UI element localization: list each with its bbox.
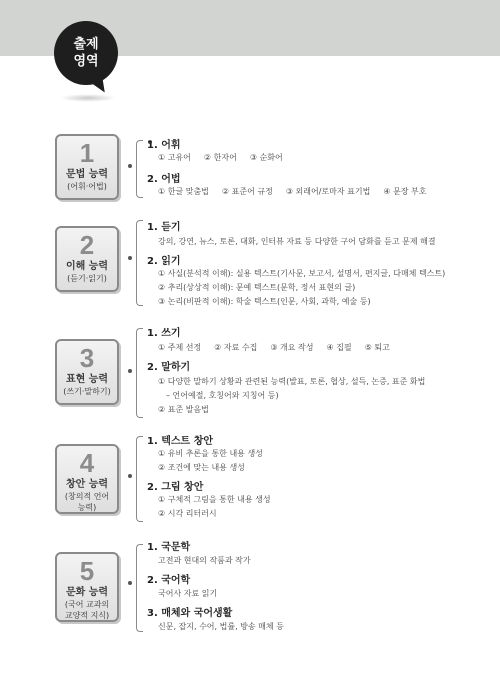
area-sub-2: 교양적 지식) — [64, 611, 110, 620]
area-number: 1 — [79, 138, 95, 168]
item: ③ 개요 작성 — [270, 343, 314, 352]
badge-line2: 영역 — [73, 54, 99, 69]
item: ② 자료 수집 — [214, 343, 258, 352]
area-name: 문법 능력 — [65, 169, 109, 180]
area-number: 2 — [79, 230, 95, 260]
topic-line: 국어사 자료 읽기 — [158, 589, 218, 598]
topic-line: ② 시각 리터러시 — [158, 509, 217, 518]
topic-line: ② 조건에 맞는 내용 생성 — [158, 463, 245, 472]
topic-line: – 언어예절, 호칭어와 지칭어 등) — [166, 391, 279, 400]
area-sub-2: 능력) — [77, 503, 97, 512]
topic-items — [158, 186, 440, 197]
topic-title: 1. 듣기 — [147, 222, 181, 233]
area-card-4 — [55, 444, 119, 514]
topic-title: 1. 쓰기 — [147, 328, 181, 339]
bracket — [136, 328, 143, 418]
topic-title: 2. 그림 창안 — [147, 482, 204, 493]
topic-items — [158, 342, 403, 353]
area-sub: (쓰기·말하기) — [63, 387, 111, 396]
topic-line: ① 구체적 그림을 통한 내용 생성 — [158, 495, 271, 504]
item: ① 고유어 — [158, 153, 191, 162]
topic-title: 2. 읽기 — [147, 256, 181, 267]
item: ⑤ 퇴고 — [364, 343, 390, 352]
topic-title: 2. 말하기 — [147, 362, 191, 373]
topic-title: 1. 국문학 — [147, 542, 191, 553]
item: ② 한자어 — [203, 153, 237, 162]
item: ③ 외래어/로마자 표기법 — [285, 187, 371, 196]
topic-line: ② 추리(상상적 이해): 문예 텍스트(문학, 정서 표현의 글) — [158, 283, 356, 292]
topic-line: ② 표준 발음법 — [158, 405, 209, 414]
topic-title: 2. 어법 — [147, 174, 181, 185]
item: ④ 문장 부호 — [383, 187, 427, 196]
topic-title: 1. 텍스트 창안 — [147, 436, 214, 447]
topic-line: 신문, 잡지, 수어, 법률, 방송 매체 등 — [158, 622, 284, 631]
topic-line: 고전과 현대의 작품과 작가 — [158, 556, 251, 565]
area-number: 5 — [79, 556, 95, 586]
topic-title: 1. 어휘 — [147, 140, 181, 151]
connector-dot — [128, 369, 132, 373]
topic-title: 3. 매체와 국어생활 — [147, 608, 233, 619]
area-sub: (국어 교과의 — [64, 600, 110, 609]
bracket — [136, 544, 143, 632]
item: ① 한글 맞춤법 — [158, 187, 209, 196]
item: ③ 순화어 — [249, 153, 283, 162]
area-card-5 — [55, 552, 119, 622]
area-card-1 — [55, 134, 119, 200]
item: ② 표준어 규정 — [221, 187, 273, 196]
badge-shadow — [60, 94, 116, 102]
section-badge — [54, 21, 118, 85]
item: ④ 집필 — [326, 343, 352, 352]
area-number: 4 — [79, 448, 95, 478]
area-name: 이해 능력 — [65, 261, 109, 272]
area-sub: (듣기·읽기) — [67, 274, 107, 283]
connector-dot — [128, 474, 132, 478]
area-sub: (어휘·어법) — [67, 182, 107, 191]
connector-dot — [128, 581, 132, 585]
item: ① 주제 선정 — [158, 343, 202, 352]
connector-dot — [128, 256, 132, 260]
area-sub: (창의적 언어 — [64, 492, 110, 501]
bracket — [136, 220, 143, 306]
connector-dot — [128, 164, 132, 168]
area-card-2 — [55, 226, 119, 292]
topic-line: ③ 논리(비판적 이해): 학술 텍스트(인문, 사회, 과학, 예술 등) — [158, 297, 371, 306]
topic-line: ① 다양한 말하기 상황과 관련된 능력(발표, 토론, 협상, 설득, 논증, 표준 화법 — [158, 377, 426, 386]
topic-line: ① 유비 추론을 통한 내용 생성 — [158, 449, 263, 458]
area-number: 3 — [79, 343, 95, 373]
topic-items — [158, 152, 296, 163]
area-name: 문화 능력 — [65, 587, 109, 598]
area-name: 창안 능력 — [65, 479, 109, 490]
badge-line1: 출제 — [73, 37, 99, 52]
topic-title: 2. 국어학 — [147, 575, 191, 586]
area-name: 표현 능력 — [65, 374, 109, 385]
bracket — [136, 140, 143, 198]
area-card-3 — [55, 339, 119, 405]
bracket — [136, 436, 143, 522]
topic-line: 강의, 강연, 뉴스, 토론, 대화, 인터뷰 자료 등 다양한 구어 담화를 듣고 문제 해결 — [158, 237, 436, 246]
topic-line: ① 사실(분석적 이해): 실용 텍스트(기사문, 보고서, 설명서, 편지글, 다매체 텍스트) — [158, 269, 446, 278]
